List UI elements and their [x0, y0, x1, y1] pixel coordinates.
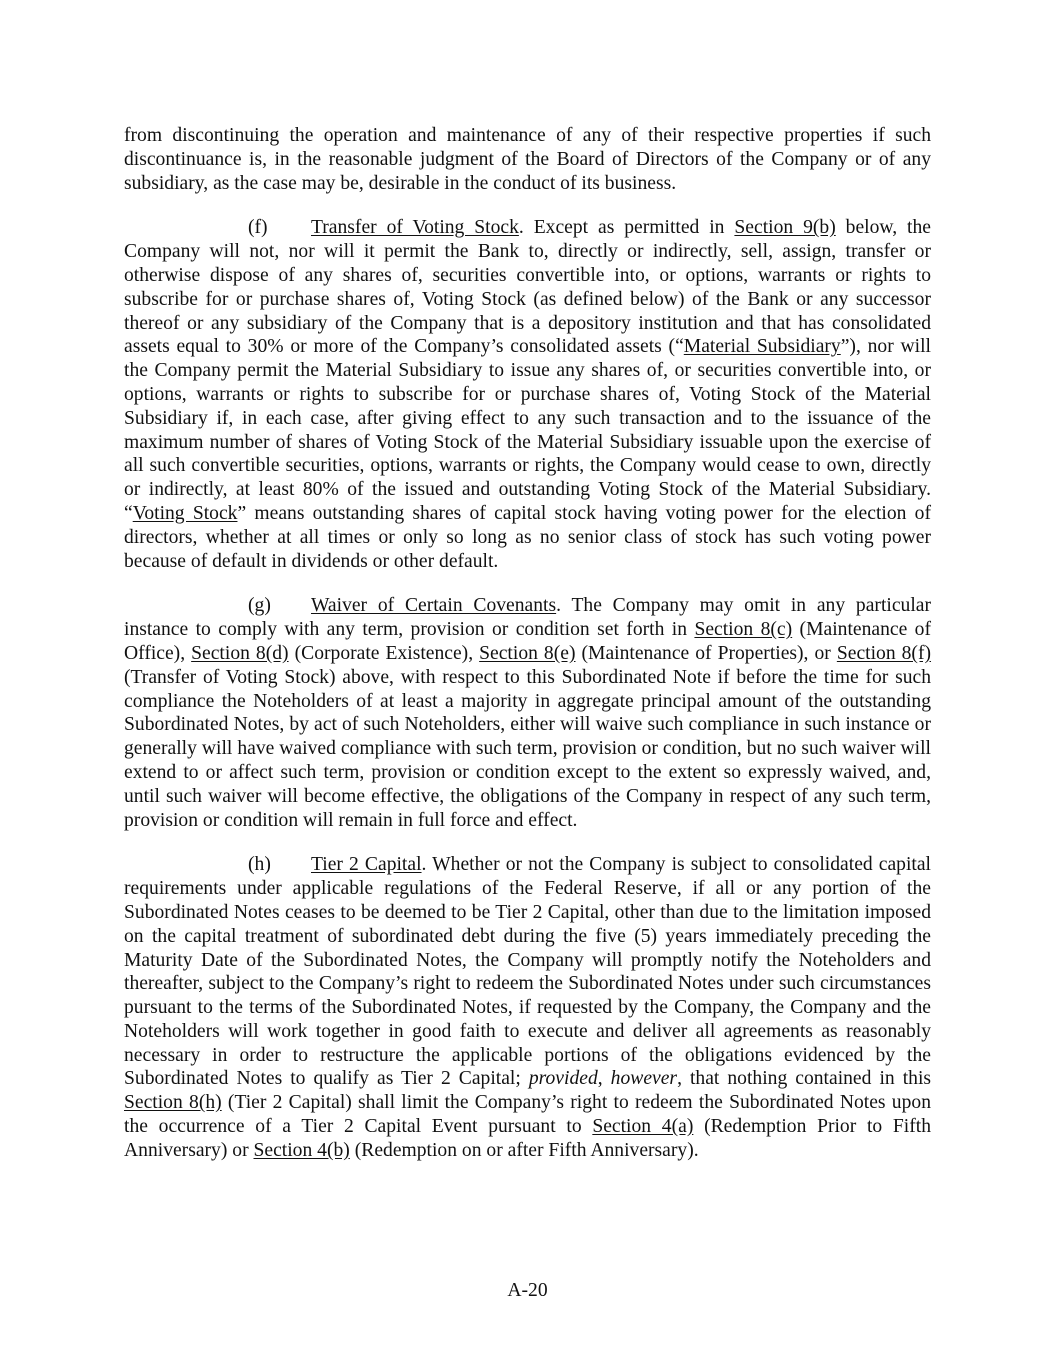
- cross-reference-link: Material Subsidiary: [683, 336, 841, 358]
- section-body: [124, 595, 931, 830]
- body-text: . Except as permitted in: [518, 217, 735, 239]
- italic-text: provided: [528, 1068, 598, 1090]
- section-body: [124, 217, 931, 571]
- section-g-paragraph: [124, 594, 931, 832]
- section-h-paragraph: [124, 853, 931, 1162]
- body-text: (Transfer of Voting Stock) above, with respect to this Subordinated Note if before the time for such compliance the Noteholders of at least a majority in aggregate principal amount of the outstanding Subordinated Notes, by act of such Noteholders, either will waive such compliance in such instance or generally will have waived compliance with such term, provision or condition, but no such waiver will extend to or affect such term, provision or condition except to the extent so expressly waived, and, until such waiver will become effective, the obligations of the Company in respect of any such term, provision or condition will remain in full force and effect.: [124, 666, 931, 831]
- cross-reference-link: Voting Stock: [132, 502, 238, 524]
- body-text: ” means outstanding shares of capital stock having voting power for the election of directors, whether at all times or only so long as no senior class of stock has such voting power because of default in dividends or other default.: [124, 502, 931, 572]
- cross-reference-link: Section 8(h): [124, 1092, 222, 1114]
- body-text: (Redemption Prior to Fifth Anniversary) or: [124, 1116, 932, 1161]
- body-text: , that nothing contained in this: [677, 1068, 932, 1090]
- body-text: (Maintenance of Office),: [124, 619, 931, 664]
- italic-text: however: [610, 1068, 678, 1090]
- body-text: . Whether or not the Company is subject to consolidated capital requirements under applicable regulations of the Federal Reserve, if all or any portion of the Subordinated Notes ceases to be deemed to be Tier 2 Capital, other than due to the limitation imposed on the capital treatment of subordinated debt during the five (5) years immediately preceding the Maturity Date of the Subordinated Notes, the Company will promptly notify the Noteholders and thereafter, subject to the Company’s right to redeem the Subordinated Notes under such circumstances pursuant to the terms of the Subordinated Notes, if requested by the Company, the Company and the Noteholders will work together in good faith to execute and deliver all agreements as reasonably necessary in order to restructure the applicable portions of the obligations evidenced by the Subordinated Notes to qualify as Tier 2 Capital;: [124, 854, 931, 1090]
- body-text: (Redemption on or after Fifth Anniversary).: [349, 1139, 699, 1161]
- body-text: (Tier 2 Capital) shall limit the Company’s right to redeem the Subordinated Notes upon the occurrence of a Tier 2 Capital Event pursuant to: [124, 1092, 931, 1138]
- body-text: (Maintenance of Properties), or: [575, 642, 837, 664]
- cross-reference-link: Section 8(c): [694, 619, 793, 641]
- cross-reference-link: Section 8(e): [479, 642, 576, 664]
- cross-reference-link: Tier 2 Capital: [311, 854, 422, 876]
- cross-reference-link: Section 4(b): [253, 1139, 350, 1161]
- section-f-paragraph: [124, 216, 931, 573]
- continuation-paragraph: from discontinuing the operation and maintenance of any of their respective properties if such discontinuance is, in the reasonable judgment of the Board of Directors of the Company or of any subsidiary, as the case may be, desirable in the conduct of its business.: [124, 125, 931, 194]
- cross-reference-link: Transfer of Voting Stock: [311, 217, 519, 239]
- cross-reference-link: Section 4(a): [592, 1116, 694, 1138]
- cross-reference-link: Section 8(f): [836, 642, 932, 664]
- cross-reference-link: Section 8(d): [191, 642, 289, 664]
- document-page: [124, 124, 931, 1184]
- body-text: (Corporate Existence),: [288, 642, 480, 664]
- section-label: (h): [248, 854, 271, 876]
- body-text: . The Company may omit in any particular instance to comply with any term, provision or condition set forth in: [124, 595, 931, 641]
- section-label: (g): [248, 595, 271, 617]
- body-text: ”), nor will the Company permit the Material Subsidiary to issue any shares of, or securities convertible into, or options, warrants or rights to subscribe for or purchase shares of, Voting Stock of the Material Subsidiary if, in each case, after giving effect to any such transaction and to the issuance of the maximum number of shares of Voting Stock of the Material Subsidiary issuable upon the exercise of all such convertible securities, options, warrants or rights, the Company would cease to own, directly or indirectly, at least 80% of the issued and outstanding Voting Stock of the Material Subsidiary. “: [124, 336, 931, 524]
- section-label: (f): [248, 217, 268, 239]
- body-text: ,: [597, 1068, 611, 1090]
- body-text: below, the Company will not, nor will it permit the Bank to, directly or indirectly, sell, assign, transfer or otherwise dispose of any shares of, securities convertible into, or options, warrants or rights to subscribe for or purchase shares of, Voting Stock (as defined below) of the Bank or any successor thereof or any subsidiary of the Company that is a depository institution and that has consolidated assets equal to 30% or more of the Company’s consolidated assets (“: [124, 217, 931, 358]
- section-body: [124, 854, 931, 1161]
- cross-reference-link: Waiver of Certain Covenants: [311, 595, 557, 617]
- page-number: A-20: [507, 1280, 548, 1301]
- cross-reference-link: Section 9(b): [734, 217, 836, 239]
